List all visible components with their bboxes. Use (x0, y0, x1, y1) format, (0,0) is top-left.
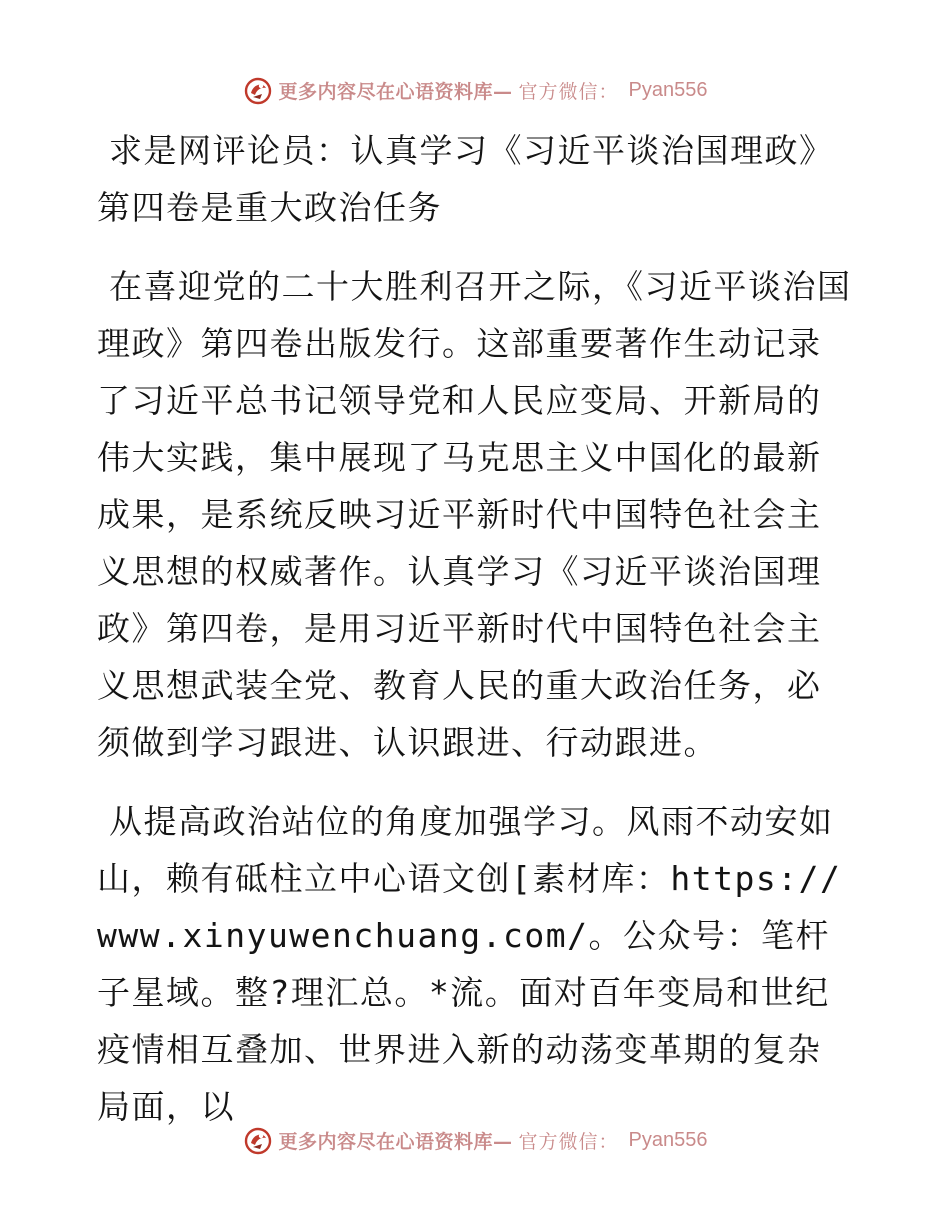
red-mascot-logo-icon (243, 75, 273, 105)
header-watermark (0, 72, 950, 108)
paragraph-1: 在喜迎党的二十大胜利召开之际，《习近平谈治国理政》第四卷出版发行。这部重要著作生动记录了习近平总书记领导党和人民应变局、开新局的伟大实践，集中展现了马克思主义中国化的最新成果，是系统反映习近平新时代中国特色社会主义思想的权威著作。认真学习《习近平谈治国理政》第四卷，是用习近平新时代中国特色社会主义思想武装全党、教育人民的重大政治任务，必须做到学习跟进、认识跟进、行动跟进。 (97, 267, 852, 762)
document-body (97, 122, 852, 1157)
wechat-handle: Pyan556 (628, 1128, 708, 1151)
watermark-text: 更多内容尽在心语资料库— (278, 80, 513, 103)
paragraph-2: 从提高政治站位的角度加强学习。风雨不动安如山，赖有砥柱立中心语文创[素材库：https://www.xinyuwenchuang.com/。公众号：笔杆子星域。整?理汇总。*流。面对百年变局和世纪疫情相互叠加、世界进入新的动荡变革期的复杂局面，以 (97, 802, 842, 1126)
document-title: 求是网评论员：认真学习《习近平谈治国理政》第四卷是重大政治任务 (97, 131, 834, 227)
footer-watermark (0, 1122, 950, 1158)
red-mascot-logo-icon (243, 1125, 273, 1155)
wechat-label: 官方微信： (518, 1130, 619, 1153)
wechat-handle: Pyan556 (628, 78, 708, 101)
watermark-text: 更多内容尽在心语资料库— (278, 1130, 513, 1153)
wechat-label: 官方微信： (518, 80, 619, 103)
